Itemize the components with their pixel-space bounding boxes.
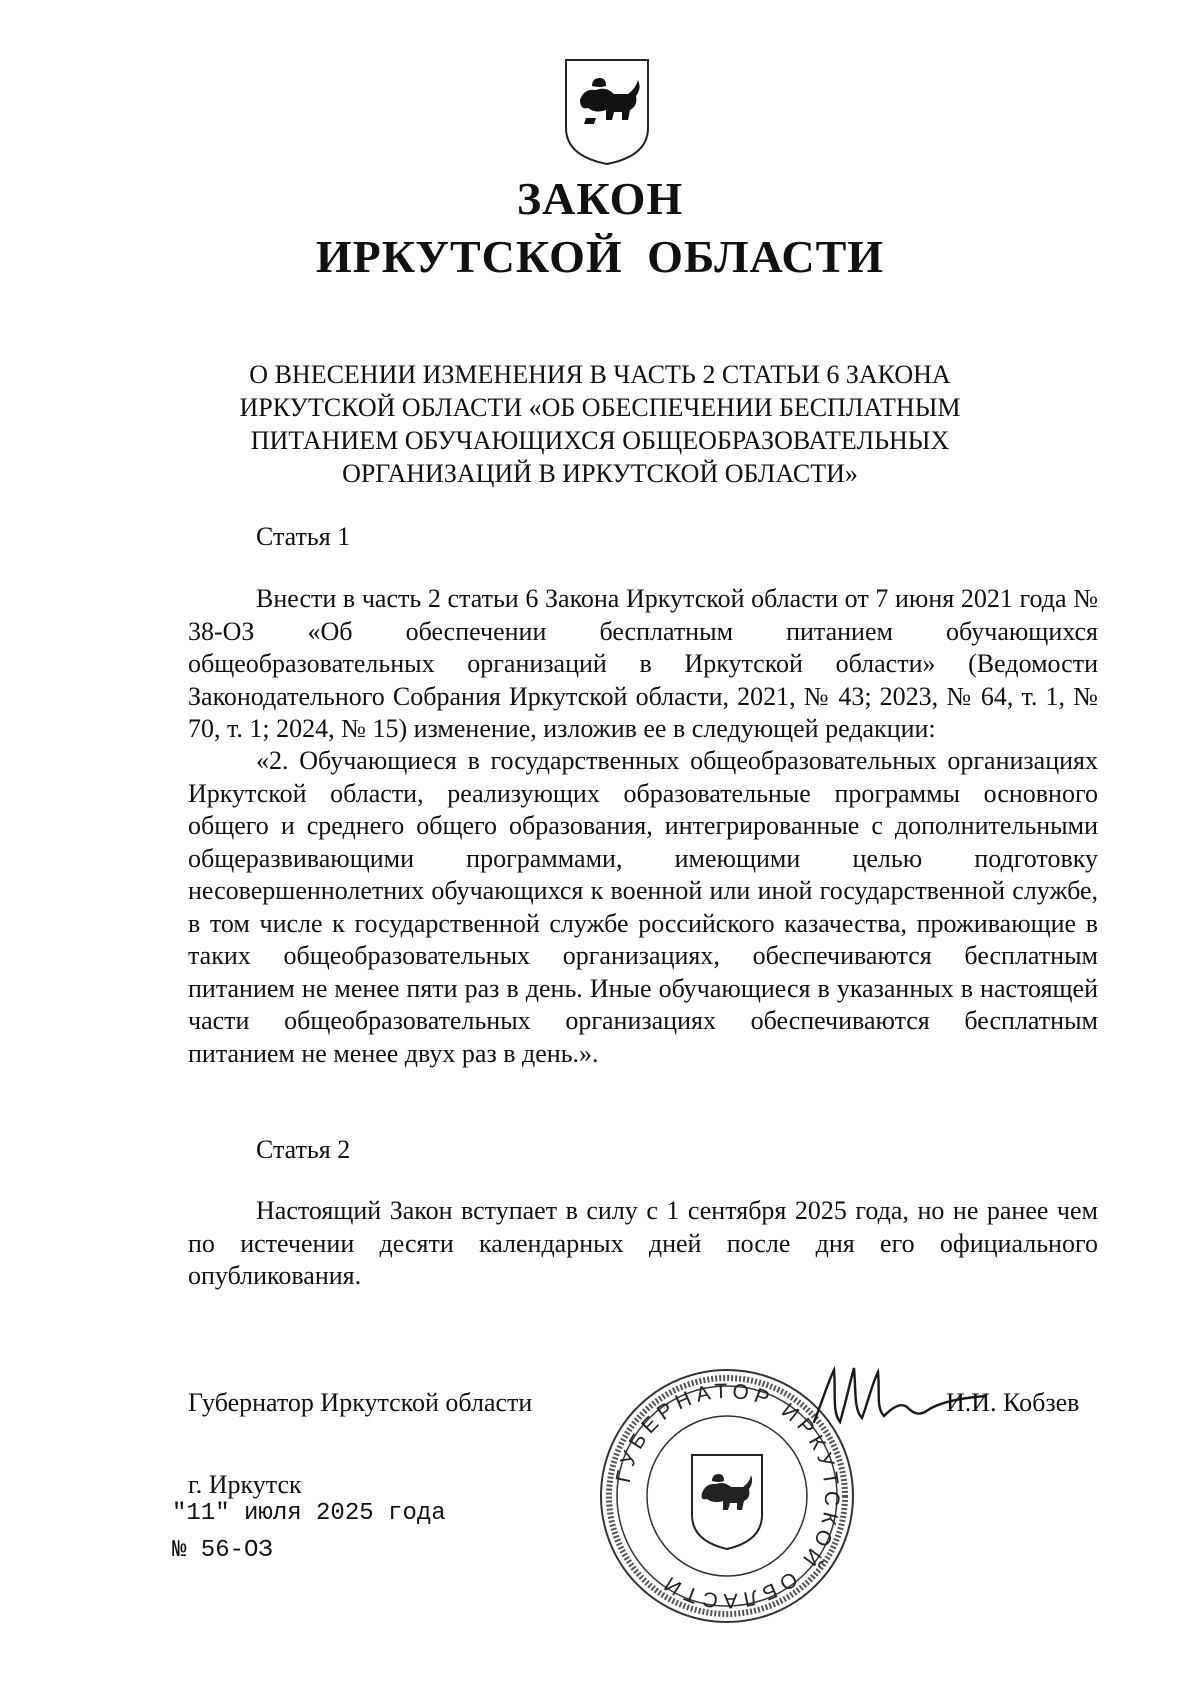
article2-paragraph: Настоящий Закон вступает в силу с 1 сентября 2025 года, но не ранее чем по истечении десяти календарных дней после дня его официального опубликования. — [188, 1196, 1098, 1290]
law-heading: О ВНЕСЕНИИ ИЗМЕНЕНИЯ В ЧАСТЬ 2 СТАТЬИ 6 ЗАКОНА ИРКУТСКОЙ ОБЛАСТИ «ОБ ОБЕСПЕЧЕНИИ БЕСПЛАТНЫМ ПИТАНИЕМ ОБУЧАЮЩИХСЯ ОБЩЕОБРАЗОВАТЕЛЬНЫХ ОРГАНИЗАЦИЙ В ИРКУТСКОЙ ОБЛАСТИ» — [239, 360, 961, 488]
article1-paragraph2: «2. Обучающиеся в государственных общеобразовательных организациях Иркутской области, реализующих образовательные программы основного общего и среднего общего образования, интегрированные с дополнительными общеразвивающими программами, имеющими целью подготовку несовершеннолетних обучающихся к военной или иной государственной службе, в том числе к государственной службе российского казачества, проживающие в таких общеобразовательных организациях, обеспечиваются бесплатным питанием не менее пяти раз в день. Иные обучающиеся в указанных в настоящей части общеобразовательных организациях обеспечиваются бесплатным питанием не менее двух раз в день.». — [188, 746, 1098, 1068]
governor-title: Губернатор Иркутской области — [188, 1388, 533, 1417]
article1-label: Статья 1 — [256, 522, 351, 551]
babr-emblem-icon — [692, 1455, 762, 1549]
article1-paragraph1: Внести в часть 2 статьи 6 Закона Иркутской области от 7 июня 2021 года № 38-ОЗ «Об обеспечении бесплатным питанием обучающихся общеобразовательных организаций в Иркутской области» (Ведомости Законодательного Собрания Иркутской области, 2021, № 43; 2023, № 64, т. 1, № 70, т. 1; 2024, № 15) изменение, изложив ее в следующей редакции: — [188, 584, 1098, 743]
irkutsk-coat-of-arms-icon — [562, 56, 652, 168]
seal-text: ГУБЕРНАТОР ИРКУТСКОЙ ОБЛАСТИ — [611, 1379, 844, 1613]
signing-city: г. Иркутск — [188, 1470, 302, 1499]
article2-label: Статья 2 — [256, 1135, 351, 1164]
law-number: № 56-ОЗ — [172, 1537, 273, 1564]
governor-name: И.И. Кобзев — [946, 1388, 1080, 1417]
document-title-line2: ИРКУТСКОЙ ОБЛАСТИ — [315, 231, 885, 282]
document-title-line1: ЗАКОН — [516, 173, 684, 224]
signing-date: "11" июля 2025 года — [172, 1500, 446, 1527]
